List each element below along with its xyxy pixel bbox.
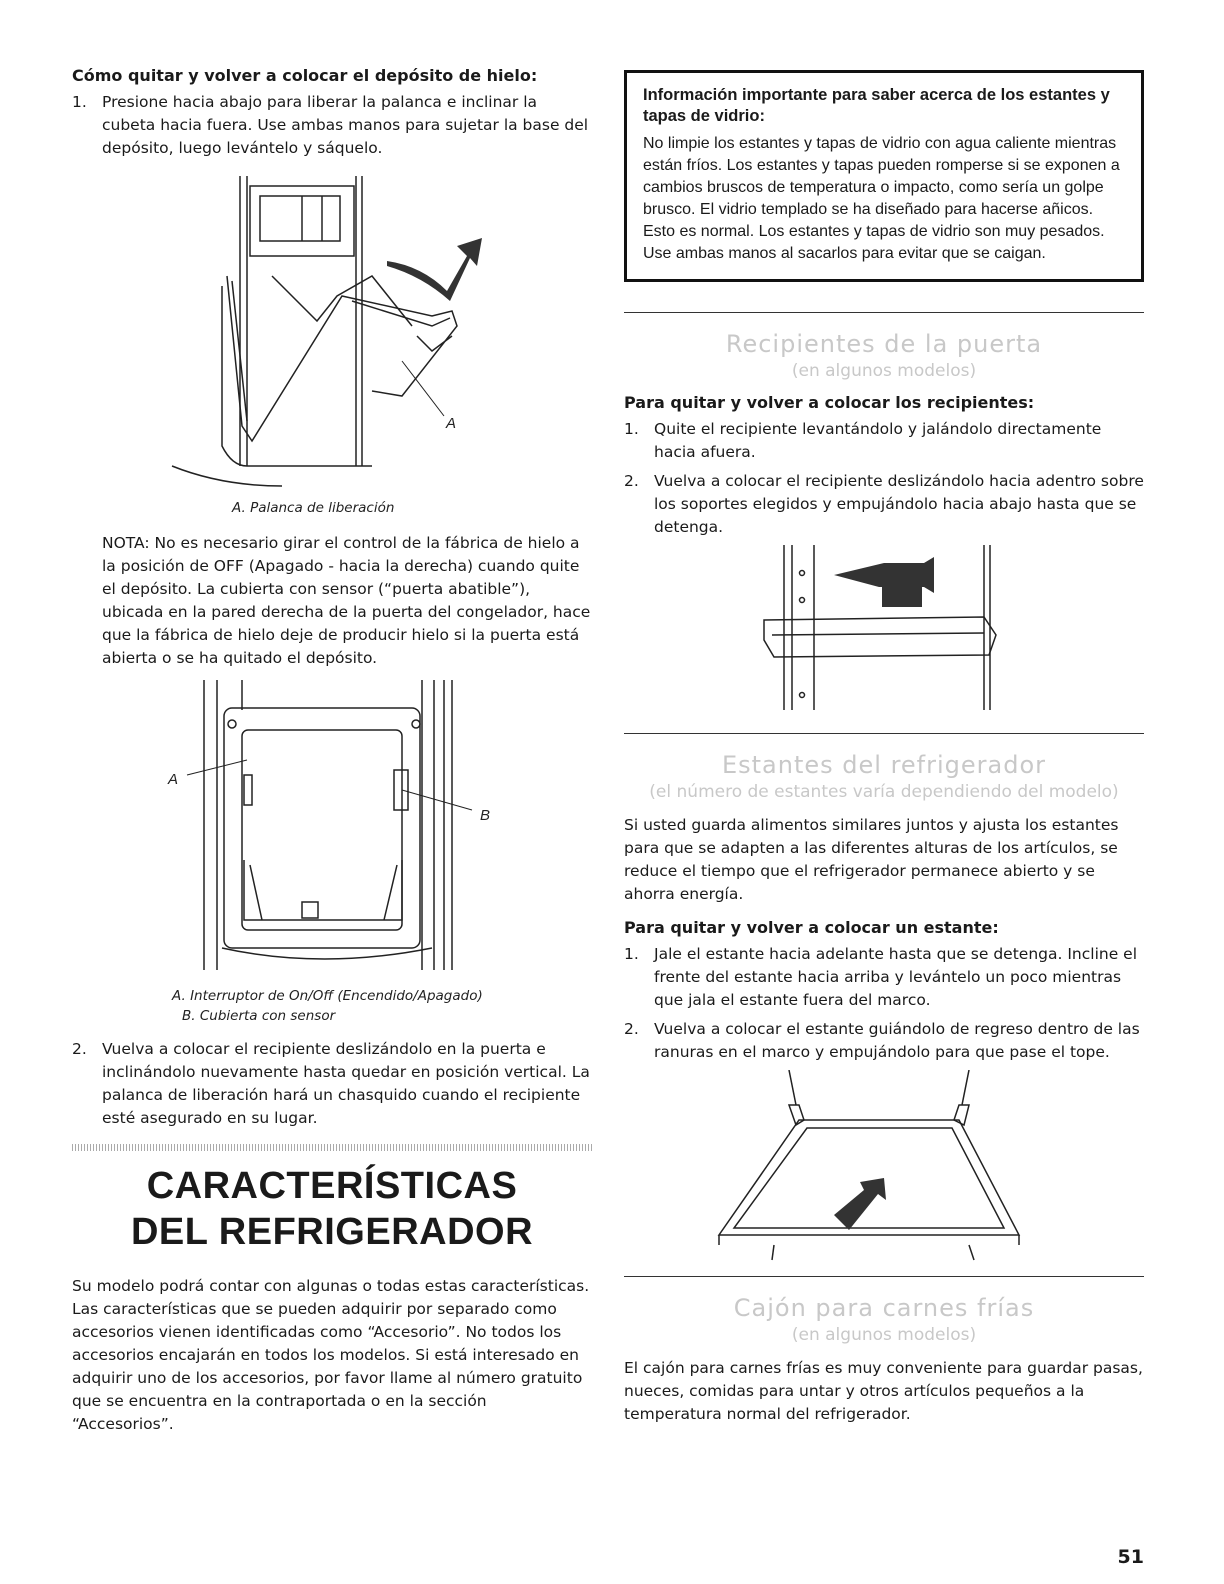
info-box-title: Información importante para saber acerca de los estantes y tapas de vidrio: — [643, 86, 1110, 125]
shelves-step-2: 2. Vuelva a colocar el estante guiándolo de regreso dentro de las ranuras en el marco y empujándolo para que pase el tope. — [624, 1020, 1140, 1061]
features-title: CARACTERÍSTICAS DEL REFRIGERADOR — [130, 1165, 534, 1253]
door-bins-subtitle: (en algunos modelos) — [791, 361, 977, 381]
info-box-body: No limpie los estantes y tapas de vidrio con agua caliente mientras están fríos. Los estantes y tapas pueden romperse si se exponen a cambios bruscos de temperatura o impacto, como sería un golpe brusco. El vidrio templado se ha diseñado para hacerse añicos. Esto es normal. Los estantes y tapas de vidrio son muy pesados. Use ambas manos al sacarlos para evitar que se caigan. — [643, 135, 1120, 262]
ice-bin-steps — [72, 91, 592, 160]
ice-bin-step-1: 1. Presione hacia abajo para liberar la palanca e inclinar la cubeta hacia fuera. Use ambas manos para sujetar la base del depósito, luego levántelo y sáquelo. — [72, 93, 589, 157]
shelf-illustration — [624, 1070, 1144, 1270]
nota-paragraph: NOTA: No es necesario girar el control de la fábrica de hielo a la posición de OFF (Apagado - hacia la derecha) cuando quite el depósito. La cubierta con sensor (“puerta abatible”), ubicada en la pared derecha de la puerta del congelador, hace que la fábrica de hielo deje de producir hielo si la puerta está abierta o se ha quitado el depósito. — [102, 534, 591, 667]
ice-bin-steps-2 — [72, 1038, 592, 1130]
fig1-caption: A. Palanca de liberación — [232, 500, 395, 516]
fig2-callout-b: B — [480, 807, 491, 824]
sensor-cover-illustration — [72, 680, 592, 980]
shelves-title: Estantes del refrigerador — [721, 751, 1047, 779]
door-bins-title: Recipientes de la puerta — [725, 330, 1043, 358]
fig2-caption-a: A. Interruptor de On/Off (Encendido/Apagado) — [172, 988, 483, 1004]
hatched-divider — [72, 1144, 592, 1151]
shelves-heading: Para quitar y volver a colocar un estante: — [624, 918, 999, 937]
ice-bin-step-2: 2. Vuelva a colocar el recipiente deslizándolo en la puerta e inclinándolo nuevamente hasta quedar en posición vertical. La palanca de liberación hará un chasquido cuando el recipiente esté asegurado en su lugar. — [72, 1040, 590, 1127]
meat-drawer-body: El cajón para carnes frías es muy conveniente para guardar pasas, nueces, comidas para untar y otros artículos pequeños a la temperatura normal del refrigerador. — [624, 1359, 1143, 1423]
meat-drawer-subtitle: (en algunos modelos) — [791, 1325, 977, 1345]
door-bin-illustration — [624, 545, 1144, 715]
section-rule-3 — [624, 1276, 1144, 1277]
meat-drawer-title: Cajón para carnes frías — [733, 1294, 1035, 1322]
ice-bin-removal-illustration — [72, 166, 592, 496]
door-bins-heading: Para quitar y volver a colocar los recipientes: — [624, 393, 1035, 412]
door-bins-steps — [624, 418, 1144, 539]
shelves-subtitle: (el número de estantes varía dependiendo del modelo) — [649, 782, 1119, 802]
section-rule-2 — [624, 733, 1144, 734]
ice-bin-heading: Cómo quitar y volver a colocar el depósito de hielo: — [72, 66, 538, 85]
glass-info-box — [624, 70, 1144, 282]
right-column — [624, 70, 1144, 1426]
door-bins-step-1: 1. Quite el recipiente levantándolo y jalándolo directamente hacia afuera. — [624, 420, 1102, 461]
features-intro: Su modelo podrá contar con algunas o todas estas características. Las características que se pueden adquirir por separado como accesorios vienen identificadas como “Accesorio”. No todos los accesorios encajarán en todos los modelos. Si está interesado en adquirir uno de los accesorios, por favor llame al número gratuito que se encuentra en la contraportada o en la sección “Accesorios”. — [72, 1277, 590, 1433]
shelves-body: Si usted guarda alimentos similares juntos y ajusta los estantes para que se adapten a las diferentes alturas de los artículos, se reduce el tiempo que el refrigerador permanece abierto y se ahorra energía. — [624, 816, 1119, 903]
left-column — [72, 66, 592, 1436]
shelves-step-1: 1. Jale el estante hacia adelante hasta que se detenga. Incline el frente del estante hacia arriba y levántelo un poco mientras que jala el estante fuera del marco. — [624, 945, 1138, 1009]
fig2-caption-b: B. Cubierta con sensor — [182, 1008, 336, 1024]
page-number: 51 — [1117, 1546, 1144, 1568]
fig2-callout-a: A — [168, 771, 179, 788]
section-rule-1 — [624, 312, 1144, 313]
door-bins-step-2: 2. Vuelva a colocar el recipiente deslizándolo hacia adentro sobre los soportes elegidos y empujándolo hacia abajo hasta que se detenga. — [624, 472, 1144, 536]
fig1-callout-a: A — [446, 415, 457, 432]
shelves-steps — [624, 943, 1144, 1064]
